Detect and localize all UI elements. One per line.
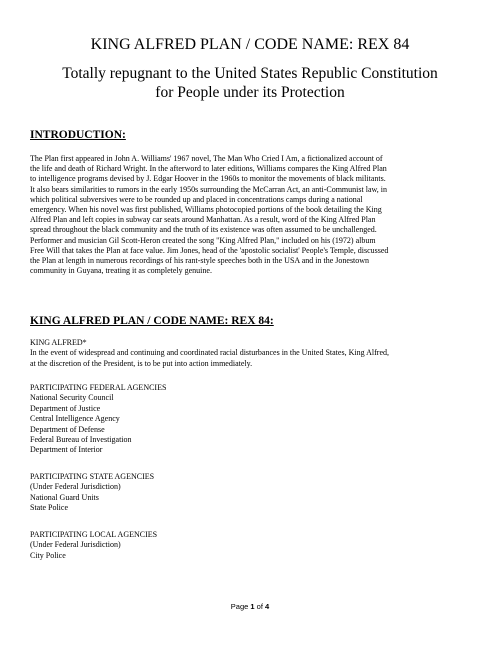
document-title: KING ALFRED PLAN / CODE NAME: REX 84 [90,36,410,53]
local-agencies-section [30,530,470,561]
federal-agencies-section [30,383,470,456]
state-agencies-label: PARTICIPATING STATE AGENCIES [30,472,155,481]
list-item: National Guard Units [30,492,99,502]
list-item: Central Intelligence Agency [30,414,120,424]
paragraph-line: Performer and musician Gil Scott-Heron created the song "King Alfred Plan," included on his (1972) album [30,235,376,245]
subtitle-line: for People under its Protection [155,84,345,101]
list-item: Federal Bureau of Investigation [30,435,132,445]
list-item: Department of Justice [30,403,101,413]
list-item: State Police [30,503,68,513]
plan-intro-line: In the event of widespread and continuing and coordinated racial disturbances in the United States, King Alfred, [30,348,390,358]
list-item: (Under Federal Jurisdiction) [30,540,121,550]
paragraph-line: which political subversives were to be rounded up and placed in concentrations camps during a national [30,194,363,204]
page-label: Page [230,602,249,611]
list-item: Department of Interior [30,445,103,455]
list-item: (Under Federal Jurisdiction) [30,482,121,492]
page-number-footer [0,602,500,612]
paragraph-line: Alfred Plan and left copies in subway car seats around Manhattan. As a result, word of the King Alfred Plan [30,215,376,225]
federal-agencies-label: PARTICIPATING FEDERAL AGENCIES [30,383,167,392]
plan-heading: KING ALFRED PLAN / CODE NAME: REX 84: [30,315,274,327]
local-agencies-label: PARTICIPATING LOCAL AGENCIES [30,530,158,539]
paragraph-line: the Plan at length in numerous recordings of his rant-style speeches both in the USA and in the Jonestown [30,256,370,266]
paragraph-line: spread throughout the black community and the truth of its existence was often assumed to be unchallenged. [30,225,377,235]
plan-intro [30,338,470,369]
paragraph-line: the life and death of Richard Wright. In the afterword to later editions, Williams compares the King Alfred Plan [30,164,387,174]
paragraph-line: Free Will that takes the Plan at face value. Jim Jones, head of the 'apostolic socialist' People's Temple, discussed [30,245,389,255]
list-item: Department of Defense [30,424,105,434]
paragraph-line: community in Guyana, treating it as completely genuine. [30,266,212,276]
current-page: 1 [250,602,255,611]
of-label: of [256,602,263,611]
list-item: National Security Council [30,393,114,403]
subtitle-line: Totally repugnant to the United States Republic Constitution [62,65,438,82]
introduction-paragraph [30,154,470,276]
paragraph-line: It also bears similarities to rumors in the early 1950s surrounding the McCarran Act, an anti-Communist law, in [30,184,387,194]
list-item: City Police [30,550,66,560]
plan-intro-label: KING ALFRED* [30,338,87,347]
paragraph-line: to intelligence programs devised by J. Edgar Hoover in the 1960s to monitor the movements of black militants. [30,174,386,184]
state-agencies-section [30,472,470,514]
paragraph-line: The Plan first appeared in John A. Williams' 1967 novel, The Man Who Cried I Am, a fictionalized account of [30,154,383,163]
document-subtitle [0,64,500,102]
total-pages: 4 [265,602,270,611]
introduction-heading: INTRODUCTION: [30,129,126,141]
plan-intro-line: at the discretion of the President, is to be put into action immediately. [30,358,253,368]
paragraph-line: emergency. When his novel was first published, Williams photocopied portions of the book detailing the King [30,205,382,215]
